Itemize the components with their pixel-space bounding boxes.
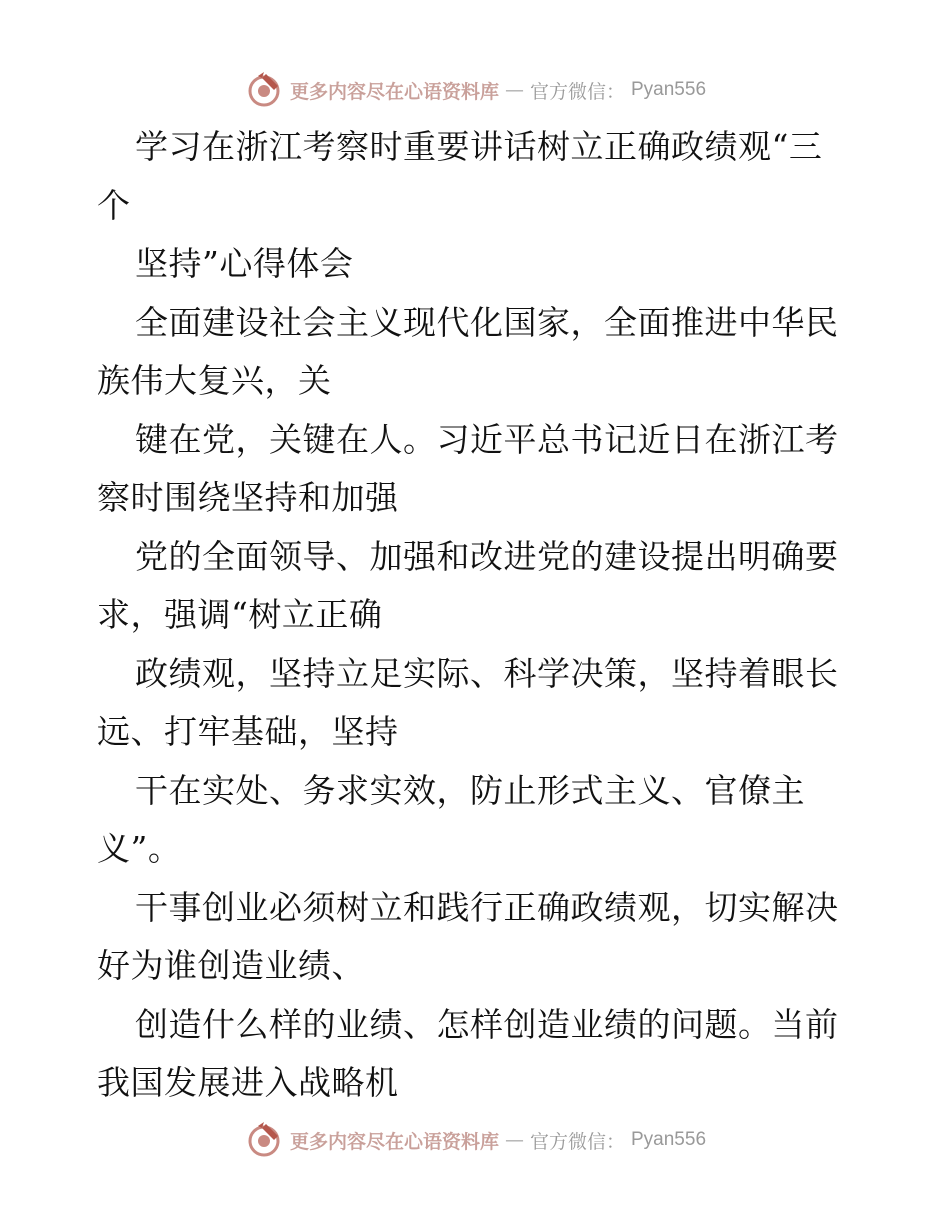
watermark-separator: — — [504, 1129, 524, 1151]
text-line: 键在党，关键在人。习近平总书记近日在浙江考 — [135, 419, 839, 459]
header-watermark — [0, 68, 950, 112]
pen-logo-icon — [244, 70, 284, 110]
watermark-contact-label: 官方微信： — [529, 80, 625, 103]
text-line: 察时围绕坚持和加强 — [97, 478, 399, 517]
pen-logo-icon — [244, 1120, 284, 1160]
text-line: 族伟大复兴，关 — [97, 361, 332, 400]
text-line: 学习在浙江考察时重要讲话树立正确政绩观“三 — [135, 127, 823, 166]
text-line: 求，强调“树立正确 — [97, 595, 383, 634]
watermark-contact-label: 官方微信： — [529, 1130, 625, 1153]
text-line: 义”。 — [97, 829, 182, 868]
text-line: 党的全面领导、加强和改进党的建设提出明确要 — [135, 536, 839, 576]
text-line: 我国发展进入战略机 — [97, 1063, 399, 1102]
text-line: 好为谁创造业绩、 — [97, 946, 365, 985]
text-line: 干事创业必须树立和践行正确政绩观，切实解决 — [135, 887, 839, 927]
watermark-contact-id: Pyan556 — [631, 1129, 707, 1150]
text-line: 坚持”心得体会 — [135, 244, 354, 283]
text-line: 全面建设社会主义现代化国家，全面推进中华民 — [135, 302, 839, 342]
text-line: 创造什么样的业绩、怎样创造业绩的问题。当前 — [135, 1004, 839, 1044]
document-body — [97, 118, 857, 1113]
text-line: 远、打牢基础，坚持 — [97, 712, 399, 751]
footer-watermark — [0, 1118, 950, 1162]
watermark-contact-id: Pyan556 — [631, 79, 707, 100]
watermark-site-text: 更多内容尽在心语资料库 — [289, 1130, 499, 1153]
watermark-separator: — — [504, 79, 524, 101]
text-line: 个 — [97, 185, 131, 225]
text-line: 政绩观，坚持立足实际、科学决策，坚持着眼长 — [135, 653, 839, 693]
watermark-site-text: 更多内容尽在心语资料库 — [289, 80, 499, 103]
text-line: 干在实处、务求实效，防止形式主义、官僚主 — [135, 770, 805, 810]
